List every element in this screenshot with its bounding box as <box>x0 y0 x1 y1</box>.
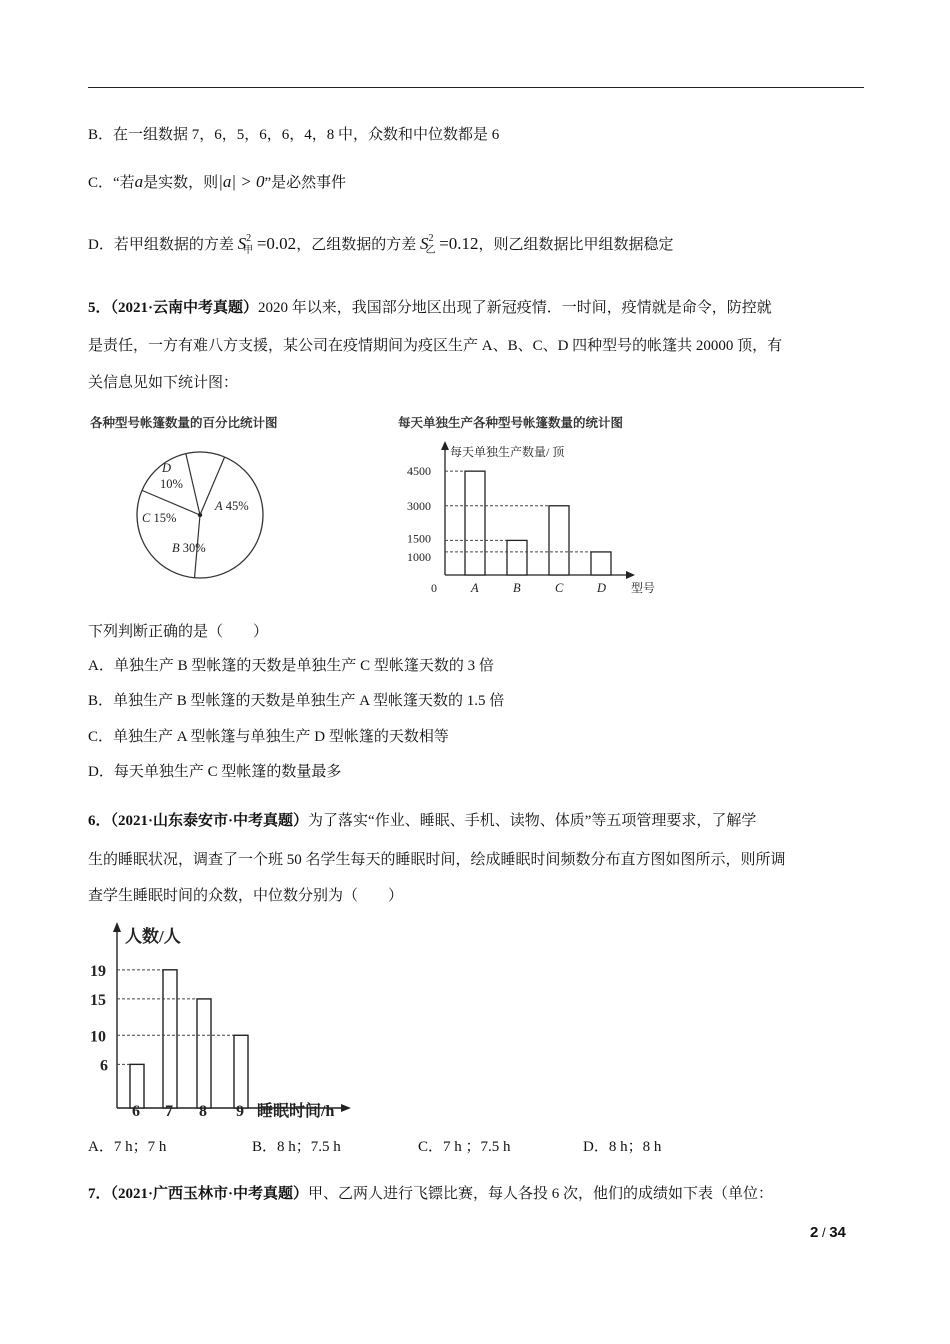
pie-label-a: A 45% <box>215 499 249 513</box>
x-tick-a: A <box>471 581 479 595</box>
q5-line1: 5．（2021·云南中考真题）2020 年以来，我国部分地区出现了新冠疫情．一时间，疫情就是命令，防控就 <box>88 300 772 316</box>
header-rule <box>88 87 864 88</box>
bar-a <box>465 471 485 575</box>
q6-option-d: D．8 h；8 h <box>583 1139 662 1155</box>
x-tick-b: B <box>513 581 521 595</box>
pie-label-b: B 30% <box>172 541 206 555</box>
x-axis-label: 睡眠时间/h <box>257 1103 335 1120</box>
q5-option-d: D．每天单独生产 C 型帐篷的数量最多 <box>88 764 342 780</box>
y-tick-15: 15 <box>90 991 106 1009</box>
bar-c <box>549 506 569 575</box>
origin-label: 0 <box>431 581 437 595</box>
y-tick-4500: 4500 <box>407 464 431 479</box>
x-tick-7: 7 <box>165 1103 173 1120</box>
prev-option-b: B．在一组数据 7，6，5，6，6，4，8 中，众数和中位数都是 6 <box>88 127 500 143</box>
y-tick-1000: 1000 <box>407 549 431 564</box>
page-number: 2 / 34 <box>810 1224 846 1241</box>
y-axis-label: 人数/人 <box>125 927 181 946</box>
q5-option-b: B．单独生产 B 型帐篷的天数是单独生产 A 型帐篷天数的 1.5 倍 <box>88 693 505 709</box>
production-bar-chart <box>395 440 670 605</box>
q6-line2: 生的睡眠状况，调查了一个班 50 名学生每天的睡眠时间，绘成睡眠时间频数分布直方图如图所示，则所调 <box>88 852 786 868</box>
q5-line3: 关信息见如下统计图： <box>88 375 239 391</box>
q6-line1: 6．（2021·山东泰安市·中考真题）为了落实“作业、睡眠、手机、读物、体质”等五项管理要求，了解学 <box>88 813 757 829</box>
y-tick-1500: 1500 <box>407 531 431 546</box>
q6-option-b: B．8 h；7.5 h <box>252 1139 341 1155</box>
x-axis-arrow <box>626 571 635 579</box>
q7-line1: 7．（2021·广西玉林市·中考真题）甲、乙两人进行飞镖比赛，每人各投 6 次，他们的成绩如下表（单位： <box>88 1186 774 1202</box>
q6-option-a: A．7 h；7 h <box>88 1139 167 1155</box>
y-axis-arrow <box>113 922 121 932</box>
bar-b <box>507 540 527 575</box>
prev-option-c: C．“若a是实数，则|a| > 0”是必然事件 <box>88 172 347 191</box>
pie-chart-title: 各种型号帐篷数量的百分比统计图 <box>90 415 278 430</box>
x-tick-6: 6 <box>132 1103 140 1120</box>
x-tick-9: 9 <box>236 1103 244 1120</box>
x-tick-d: D <box>597 581 607 595</box>
pie-label-d: D <box>162 461 172 475</box>
q5-prompt: 下列判断正确的是（ ） <box>88 624 269 640</box>
bar-7h <box>163 970 177 1108</box>
pie-label-c: C 15% <box>142 511 177 525</box>
y-tick-6: 6 <box>100 1057 108 1075</box>
pie-center-dot <box>198 513 202 517</box>
q6-option-c: C．7 h ；7.5 h <box>418 1139 511 1155</box>
bar-chart-title: 每天单独生产各种型号帐篷数量的统计图 <box>398 415 624 430</box>
x-axis-label: 型号 <box>631 581 656 595</box>
y-axis-arrow <box>441 441 449 450</box>
q5-option-a: A．单独生产 B 型帐篷的天数是单独生产 C 型帐篷天数的 3 倍 <box>88 658 494 674</box>
pie-chart <box>120 440 280 600</box>
pie-value-d: 10% <box>160 477 183 491</box>
q5-line2: 是责任，一方有难八方支援，某公司在疫情期间为疫区生产 A、B、C、D 四种型号的帐篷共 20000 顶，有 <box>88 338 783 354</box>
pie-slice-d <box>186 454 200 515</box>
prev-option-d: D．若甲组数据的方差 $S^2_甲 =0.02$，乙组数据的方差 $S^2_乙 =0.12$，则乙组数据比甲组数据稳定 <box>88 233 674 256</box>
y-tick-10: 10 <box>90 1028 106 1046</box>
sleep-histogram <box>85 920 360 1120</box>
y-tick-3000: 3000 <box>407 498 431 513</box>
q5-option-c: C．单独生产 A 型帐篷与单独生产 D 型帐篷的天数相等 <box>88 729 449 745</box>
bar-6h <box>130 1064 144 1108</box>
q6-line3: 查学生睡眠时间的众数，中位数分别为（ ） <box>88 888 404 904</box>
x-tick-c: C <box>555 581 564 595</box>
y-tick-19: 19 <box>90 962 106 980</box>
x-axis-arrow <box>341 1104 351 1112</box>
bar-d <box>591 552 611 575</box>
y-axis-label: 每天单独生产数量/ 顶 <box>450 445 565 459</box>
x-tick-8: 8 <box>199 1103 207 1120</box>
bar-8h <box>197 999 211 1108</box>
bar-9h <box>234 1035 248 1108</box>
